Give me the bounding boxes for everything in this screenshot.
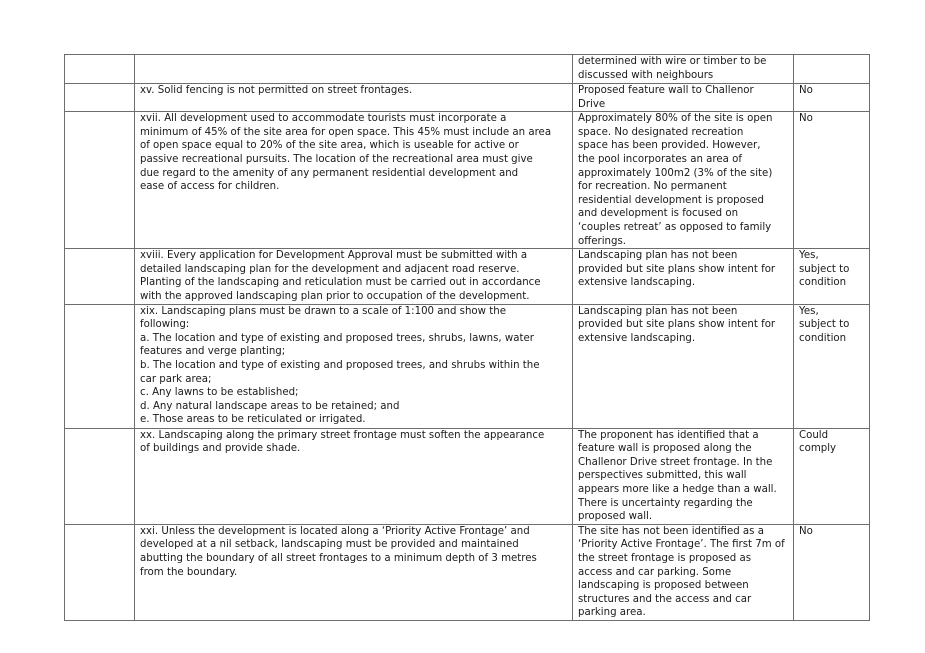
assessment-cell — [573, 304, 794, 428]
assessment-line: Challenor Drive street frontage. In the — [578, 456, 773, 468]
assessment-line: approximately 100m2 (3% of the site) — [578, 167, 773, 179]
assessment-line: Approximately 80% of the site is open — [578, 113, 773, 125]
assessment-line: Drive — [578, 98, 606, 110]
assessment-line: for recreation. No permanent — [578, 181, 727, 193]
assessment-line: The proponent has identified that a — [578, 429, 759, 441]
requirement-line: a. The location and type of existing and proposed trees, shrubs, lawns, water — [140, 332, 534, 344]
compliance-line: subject to — [799, 263, 850, 275]
compliance-cell — [794, 55, 870, 84]
assessment-line: ‘Priority Active Frontage’. The first 7m of — [578, 539, 785, 551]
table-row — [65, 84, 870, 112]
assessment-line: discussed with neighbours — [578, 69, 714, 81]
assessment-line: and development is focused on — [578, 208, 739, 220]
table-row — [65, 55, 870, 84]
compliance-line: Yes, — [799, 250, 819, 262]
assessment-line: extensive landscaping. — [578, 332, 696, 344]
assessment-line: space has been provided. However, — [578, 140, 761, 152]
reference-cell — [65, 84, 135, 112]
table-row — [65, 249, 870, 304]
assessment-line: structures and the access and car — [578, 593, 752, 605]
assessment-line: provided but site plans show intent for — [578, 263, 776, 275]
requirement-line: b. The location and type of existing and proposed trees, and shrubs within the — [140, 359, 540, 371]
requirement-line: with the approved landscaping plan prior to occupation of the development. — [140, 290, 530, 302]
requirement-line: of buildings and provide shade. — [140, 443, 301, 455]
assessment-line: appears more like a hedge than a wall. — [578, 483, 777, 495]
assessment-line: determined with wire or timber to be — [578, 56, 767, 67]
requirement-line: passive recreational pursuits. The location of the recreational area must give — [140, 153, 533, 165]
assessment-line: Landscaping plan has not been — [578, 305, 738, 317]
requirement-line: minimum of 45% of the site area for open space. This 45% must include an area — [140, 126, 552, 138]
compliance-line: condition — [799, 332, 847, 344]
compliance-cell — [794, 249, 870, 304]
assessment-line: proposed wall. — [578, 511, 653, 523]
requirement-line: car park area; — [140, 373, 212, 385]
assessment-cell — [573, 249, 794, 304]
requirement-line: Planting of the landscaping and reticulation must be carried out in accordance — [140, 277, 541, 289]
assessment-cell — [573, 524, 794, 620]
compliance-line: No — [799, 525, 813, 537]
requirement-line: e. Those areas to be reticulated or irrigated. — [140, 414, 366, 426]
assessment-line: feature wall is proposed along the — [578, 443, 752, 455]
compliance-line: No — [799, 85, 813, 96]
reference-cell — [65, 524, 135, 620]
requirement-line: xx. Landscaping along the primary street frontage must soften the appearance — [140, 429, 545, 441]
compliance-line: condition — [799, 277, 847, 289]
assessment-table-body — [65, 55, 870, 621]
requirement-cell — [135, 84, 573, 112]
compliance-line: Could — [799, 429, 829, 441]
requirement-line: xxi. Unless the development is located along a ‘Priority Active Frontage’ and — [140, 525, 530, 537]
requirement-line: from the boundary. — [140, 566, 238, 578]
requirement-line: xv. Solid fencing is not permitted on street frontages. — [140, 85, 413, 96]
table-row — [65, 524, 870, 620]
requirement-line: developed at a nil setback, landscaping must be provided and maintained — [140, 539, 519, 551]
assessment-cell — [573, 112, 794, 249]
assessment-line: perspectives submitted, this wall — [578, 470, 747, 482]
requirement-line: d. Any natural landscape areas to be retained; and — [140, 400, 400, 412]
requirement-line: ease of access for children. — [140, 181, 280, 193]
requirement-cell — [135, 304, 573, 428]
compliance-line: comply — [799, 443, 837, 455]
assessment-cell — [573, 84, 794, 112]
requirement-line: features and verge planting; — [140, 346, 286, 358]
compliance-cell — [794, 84, 870, 112]
compliance-line: subject to — [799, 319, 850, 331]
assessment-cell — [573, 428, 794, 524]
assessment-cell — [573, 55, 794, 84]
requirement-line: c. Any lawns to be established; — [140, 387, 299, 399]
table-row — [65, 428, 870, 524]
requirement-cell — [135, 428, 573, 524]
requirement-line: following: — [140, 319, 190, 331]
assessment-line: The site has not been identified as a — [578, 525, 764, 537]
table-row — [65, 112, 870, 249]
requirement-line: xvii. All development used to accommodate tourists must incorporate a — [140, 113, 507, 125]
assessment-line: offerings. — [578, 235, 627, 247]
assessment-line: the pool incorporates an area of — [578, 153, 742, 165]
assessment-line: extensive landscaping. — [578, 277, 696, 289]
requirement-line: xix. Landscaping plans must be drawn to a scale of 1:100 and show the — [140, 305, 506, 317]
requirement-cell — [135, 112, 573, 249]
assessment-line: parking area. — [578, 607, 646, 619]
assessment-line: space. No designated recreation — [578, 126, 744, 138]
assessment-line: access and car parking. Some — [578, 566, 732, 578]
reference-cell — [65, 428, 135, 524]
compliance-cell — [794, 304, 870, 428]
assessment-line: residential development is proposed — [578, 194, 764, 206]
assessment-line: Landscaping plan has not been — [578, 250, 738, 262]
reference-cell — [65, 55, 135, 84]
requirement-line: due regard to the amenity of any permanent residential development and — [140, 167, 519, 179]
assessment-line: provided but site plans show intent for — [578, 319, 776, 331]
table-row — [65, 304, 870, 428]
requirement-cell — [135, 249, 573, 304]
requirement-cell — [135, 55, 573, 84]
assessment-line: Proposed feature wall to Challenor — [578, 85, 754, 96]
requirement-cell — [135, 524, 573, 620]
compliance-line: Yes, — [799, 305, 819, 317]
reference-cell — [65, 249, 135, 304]
assessment-line: ‘couples retreat’ as opposed to family — [578, 221, 772, 233]
requirement-line: abutting the boundary of all street frontages to a minimum depth of 3 metres — [140, 552, 537, 564]
assessment-line: There is uncertainty regarding the — [578, 497, 753, 509]
assessment-line: the street frontage is proposed as — [578, 552, 752, 564]
compliance-cell — [794, 428, 870, 524]
assessment-table — [64, 54, 870, 621]
compliance-cell — [794, 524, 870, 620]
reference-cell — [65, 304, 135, 428]
compliance-cell — [794, 112, 870, 249]
reference-cell — [65, 112, 135, 249]
requirement-line: detailed landscaping plan for the development and adjacent road reserve. — [140, 263, 520, 275]
requirement-line: xviii. Every application for Development Approval must be submitted with a — [140, 250, 528, 262]
requirement-line: of open space equal to 20% of the site area, which is useable for active or — [140, 140, 519, 152]
compliance-line: No — [799, 113, 813, 125]
assessment-line: landscaping is proposed between — [578, 580, 749, 592]
